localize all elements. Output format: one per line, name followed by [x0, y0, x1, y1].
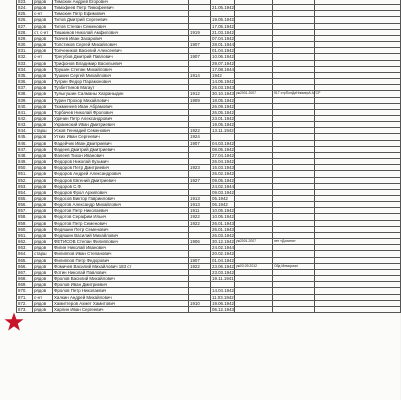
full-name: Трушин Степан Михайлович [53, 66, 189, 72]
full-name: Титов Дмитрий Сергеевич [53, 17, 189, 23]
full-name: Ткачев Иван Захарович [53, 35, 189, 41]
full-name: Толчеников Василий Алексеевич [53, 48, 189, 54]
full-name: Федоров Андрей Александрович [53, 171, 189, 177]
death-date: 13.11.1942 [212, 128, 234, 134]
row-number: 872. [17, 300, 33, 306]
birth-year: 1907 [189, 54, 211, 60]
rank: рядов [33, 85, 53, 91]
rank: рядов [33, 165, 53, 171]
rank: рядов [33, 276, 53, 282]
full-name: Фомичев Василий Михайлович 183 ст [53, 263, 189, 269]
death-date: 26.01.1943 [212, 226, 234, 232]
rank: рядов [33, 0, 53, 5]
death-date: 01.04.1942 [212, 48, 234, 54]
birth-year: 1927 [189, 177, 211, 183]
row-number: 857. [17, 208, 33, 214]
row-number: 866. [17, 263, 33, 269]
record-date: уж2001.2007 [235, 91, 273, 97]
death-date: 23.06.1942 [212, 263, 234, 269]
death-date: 28.01.1944 [212, 42, 234, 48]
rank: рядов [33, 60, 53, 66]
death-date: 26.04.1942 [212, 159, 234, 165]
death-date: 30.12.1942 [212, 239, 234, 245]
birth-year: 1913 [189, 202, 211, 208]
full-name: Федяшин Петр Семенович [53, 226, 189, 232]
death-date: 04.03.1942 [212, 140, 234, 146]
death-date: 05.1942 [211, 196, 235, 202]
rank: рядов [33, 134, 53, 140]
row-number: 861. [17, 232, 33, 238]
birth-year: 1907 [189, 140, 211, 146]
row-number: 840. [17, 103, 33, 109]
full-name: Федяшин Василий Михайлович [53, 232, 189, 238]
table-row [17, 306, 401, 312]
red-star-icon [4, 312, 24, 332]
full-name: Торбачев Николай Фролович [53, 109, 189, 115]
full-name: Тимофеев Петр Тимофеевич [53, 5, 189, 11]
full-name: Федоров Петр Дмитриевич [53, 165, 189, 171]
rank: рядов [33, 226, 53, 232]
row-number: 838. [17, 91, 33, 97]
rank: рядов [33, 220, 53, 226]
death-date: 17.08.1944 [212, 66, 234, 72]
full-name: Харлин Иван Сергеевич [53, 306, 189, 312]
death-date: 09.05.1942 [212, 177, 234, 183]
row-number: 829. [17, 35, 33, 41]
death-date: 23.01.1942 [212, 115, 234, 121]
death-date: 19.05.1942 [212, 122, 234, 128]
rank: рядов [33, 171, 53, 177]
death-date: 17.05.1942 [212, 23, 234, 29]
birth-year: 1914 [189, 72, 211, 78]
row-number: 862. [17, 239, 33, 245]
full-name: Тушкин Сергей Михайлович [53, 72, 189, 78]
row-number: 824. [17, 5, 33, 11]
record-date: уж03.09.2012 [235, 263, 273, 269]
rank: рядов [33, 189, 53, 195]
row-number: 854. [17, 189, 33, 195]
rank: рядов [33, 48, 53, 54]
death-date: 10.05.1942 [212, 214, 234, 220]
record-date [235, 306, 273, 312]
rank: рядов [33, 159, 53, 165]
full-name: Халкин Андрей Михайлович [53, 294, 189, 300]
death-date: 06.12.1943 [212, 306, 234, 312]
death-date: 26.03.1942 [212, 232, 234, 238]
extra-note [315, 306, 401, 312]
full-name: Фотин Николай Павлович [53, 269, 189, 275]
death-date: 14.04.1942 [212, 288, 234, 294]
death-date: 30.10.1943 [212, 91, 234, 97]
rank: старш [33, 251, 53, 257]
death-date: 21.03.1942 [212, 29, 234, 35]
birth-year: 1923 [189, 165, 211, 171]
death-date: 18.05.1942 [212, 97, 234, 103]
rank: рядов [33, 177, 53, 183]
full-name: Фалеев Тихон Иванович [53, 152, 189, 158]
full-name: Фигин Николай Иванович [53, 245, 189, 251]
rank: старш [33, 128, 53, 134]
rank: рядов [33, 202, 53, 208]
full-name: Федоров С.Ф. [53, 183, 189, 189]
rank: рядов [33, 5, 53, 11]
birth-year: 1924 [189, 134, 211, 140]
birth-year: 1919 [189, 29, 211, 35]
death-date: 10.05.1942 [212, 208, 234, 214]
full-name: Фролов Василий Михайлович [53, 276, 189, 282]
row-number: 827. [17, 23, 33, 29]
full-name: Тимохин Андрей Егорович [53, 0, 189, 5]
row-number: 839. [17, 97, 33, 103]
row-number: 860. [17, 226, 33, 232]
death-date: 1942 [211, 72, 235, 78]
death-date: 19.05.1942 [212, 17, 234, 23]
death-date: 26.01.1943 [212, 220, 234, 226]
row-number: 844. [17, 128, 33, 134]
row-number: 849. [17, 159, 33, 165]
death-date: 26.03.1943 [212, 85, 234, 91]
row-number: 830. [17, 42, 33, 48]
row-number: 828. [17, 29, 33, 35]
full-name: Филиппов Петр Федорович [53, 257, 189, 263]
rank: рядов [33, 42, 53, 48]
rank: рядов [33, 122, 53, 128]
full-name: Удачин Петр Александрович [53, 115, 189, 121]
full-name: Федотов Александр Михайлович [53, 202, 189, 208]
rank: рядов [33, 282, 53, 288]
record-source: Обд Мемориал [273, 263, 315, 269]
rank: рядов [33, 214, 53, 220]
birth-year: 1922 [189, 214, 211, 220]
table-body [17, 0, 401, 312]
full-name: Фролов Петр Николаевич [53, 288, 189, 294]
full-name: Трифонов Владимир Васильевич [53, 60, 189, 66]
death-date: 06.1942 [211, 202, 235, 208]
row-number: 868. [17, 276, 33, 282]
row-number: 869. [17, 282, 33, 288]
row-number: 845. [17, 134, 33, 140]
row-number: 851. [17, 171, 33, 177]
row-number: 833. [17, 60, 33, 66]
death-date: 08.05.1942 [212, 146, 234, 152]
row-number: 846. [17, 140, 33, 146]
rank: рядов [33, 183, 53, 189]
death-date: 26.05.1942 [212, 109, 234, 115]
death-date: 10.06.1942 [212, 54, 234, 60]
full-name: Филиппов Иван Степанович [53, 251, 189, 257]
rank: с-нт [33, 294, 53, 300]
full-name: Тюкменеев Иван Абрамович [53, 103, 189, 109]
full-name: Турин Прохор Михайлович [53, 97, 189, 103]
row-number: 850. [17, 165, 33, 171]
birth-year: 1912 [189, 91, 211, 97]
row-number: 859. [17, 220, 33, 226]
rank: рядов [33, 239, 53, 245]
row-number: 842. [17, 115, 33, 121]
full-name: Тугрин Федор Парамонович [53, 79, 189, 85]
death-date: 29.07.1942 [212, 60, 234, 66]
row-number: 867. [17, 269, 33, 275]
rank: рядов [33, 269, 53, 275]
row-number: 858. [17, 214, 33, 220]
rank: с-нт [33, 54, 53, 60]
row-number: 823. [17, 0, 33, 5]
row-number: 835. [17, 72, 33, 78]
rank: рядов [33, 115, 53, 121]
full-name: ФЕТИСОВ Степан Филиппович [53, 239, 189, 245]
row-number: 871. [17, 294, 33, 300]
row-number: 853. [17, 183, 33, 189]
birth-year: 1909 [189, 97, 211, 103]
row-number: 848. [17, 152, 33, 158]
row-number: 834. [17, 66, 33, 72]
row-number: 855. [17, 196, 33, 202]
birth-year: 1907 [189, 42, 211, 48]
birth-year: 1911 [189, 208, 211, 214]
rank: рядов [33, 146, 53, 152]
rank: рядов [33, 66, 53, 72]
full-name: Украинский Иван Дмитриевич [53, 122, 189, 128]
birth-year: 1907 [189, 257, 211, 263]
record-source [273, 306, 315, 312]
full-name: Федоров Фрол Архипович [53, 189, 189, 195]
birth-year: 1922 [189, 263, 211, 269]
rank: рядов [33, 288, 53, 294]
death-date: 20.02.1942 [212, 251, 234, 257]
rank: рядов [33, 103, 53, 109]
row-number: 856. [17, 202, 33, 208]
rank: рядов [33, 97, 53, 103]
rank: рядов [33, 17, 53, 23]
row-number: 826. [17, 17, 33, 23]
rank: рядов [33, 232, 53, 238]
death-date: 26.02.1942 [212, 171, 234, 177]
rank: рядов [33, 300, 53, 306]
full-name: Тимохин Петр Ефимович [53, 11, 189, 17]
rank: рядов [33, 152, 53, 158]
death-date: 24.02.1944 [212, 245, 234, 251]
death-date: 21.05.1942 [212, 5, 234, 11]
death-date: 27.04.1942 [212, 152, 234, 158]
full-name: Усков Геннадий Семенович [53, 128, 189, 134]
full-name: Фадеев Дмитрий Дмитриевич [53, 146, 189, 152]
death-date: 01.04.1942 [212, 257, 234, 263]
record-date: уж2001.2007 [235, 239, 273, 245]
row-number: 836. [17, 79, 33, 85]
rank: рядов [33, 140, 53, 146]
rank: рядов [33, 257, 53, 263]
death-date: 14.05.1942 [212, 79, 234, 85]
birth-year [189, 306, 211, 312]
full-name: Федоров Евгений Дмитриевич [53, 177, 189, 183]
death-date: 07.04.1942 [212, 35, 234, 41]
row-number: 873. [17, 306, 33, 312]
rank: рядов [33, 196, 53, 202]
record-source: 917 стрПолДиНнимерА АГСР [274, 91, 321, 96]
rank: рядов [33, 306, 53, 312]
death-date: 24.02.1944 [212, 183, 234, 189]
row-number: 852. [17, 177, 33, 183]
full-name: Фролов Иван Дмитриевич [53, 282, 189, 288]
full-name: Толстиков Сергей Михайлович [53, 42, 189, 48]
row-number: 837. [17, 85, 33, 91]
full-name: Федоров Николай Кузьмич [53, 159, 189, 165]
rank: рядов [33, 79, 53, 85]
birth-year: 1906 [189, 239, 211, 245]
rank: ст. с-нт [33, 29, 53, 35]
full-name: Федосов Виктор Гавриилович [53, 196, 189, 202]
rank: рядов [33, 23, 53, 29]
birth-year: 1922 [189, 220, 211, 226]
death-date: 23.03.1942 [212, 269, 234, 275]
row-number: 865. [17, 257, 33, 263]
rank: рядов [33, 263, 53, 269]
row-number: 832. [17, 54, 33, 60]
row-number: 843. [17, 122, 33, 128]
birth-year: 1922 [189, 128, 211, 134]
death-date: 19.11.1941 [212, 276, 234, 282]
full-name: Утких Иван Сергеевич [53, 134, 189, 140]
death-date: 19.06.1942 [212, 300, 234, 306]
full-name: Хамитгеров Ахмет Хамитович [53, 300, 189, 306]
casualty-list-table [16, 0, 401, 313]
row-number: 847. [17, 146, 33, 152]
rank: рядов [33, 245, 53, 251]
full-name: Фадейчик Иван Дмитриевич [53, 140, 189, 146]
full-name: Тузбеттинов Магаут [53, 85, 189, 91]
row-number: 863. [17, 245, 33, 251]
rank: рядов [33, 72, 53, 78]
record-source: нет «Долина» [273, 239, 315, 245]
birth-year: 1913 [189, 196, 211, 202]
rank: рядов [33, 208, 53, 214]
rank: рядов [33, 91, 53, 97]
row-number: 841. [17, 109, 33, 115]
rank: рядов [33, 109, 53, 115]
full-name: Федотов Петр Николаевич [53, 208, 189, 214]
full-name: Тишкинов Николай Амфилович [53, 29, 189, 35]
full-name: Федотов Серафим Ильич [53, 214, 189, 220]
row-number: 825. [17, 11, 33, 17]
row-number: 870. [17, 288, 33, 294]
rank: рядов [33, 35, 53, 41]
full-name: Тулыгушин Салманы Хазраныдин [53, 91, 189, 97]
rank: с-нт [33, 11, 53, 17]
death-date: 09.03.1942 [212, 189, 234, 195]
row-number: 864. [17, 251, 33, 257]
full-name: Титов Степан Семенович [53, 23, 189, 29]
death-date: 11.03.1942 [212, 294, 234, 300]
full-name: Федотов Петр Семенович [53, 220, 189, 226]
birth-year: 1910 [189, 300, 211, 306]
row-number: 831. [17, 48, 33, 54]
death-date: 15.03.1943 [212, 165, 234, 171]
full-name: Трегубов Дмитрий Павлович [53, 54, 189, 60]
death-date: 26.09.1942 [212, 103, 234, 109]
